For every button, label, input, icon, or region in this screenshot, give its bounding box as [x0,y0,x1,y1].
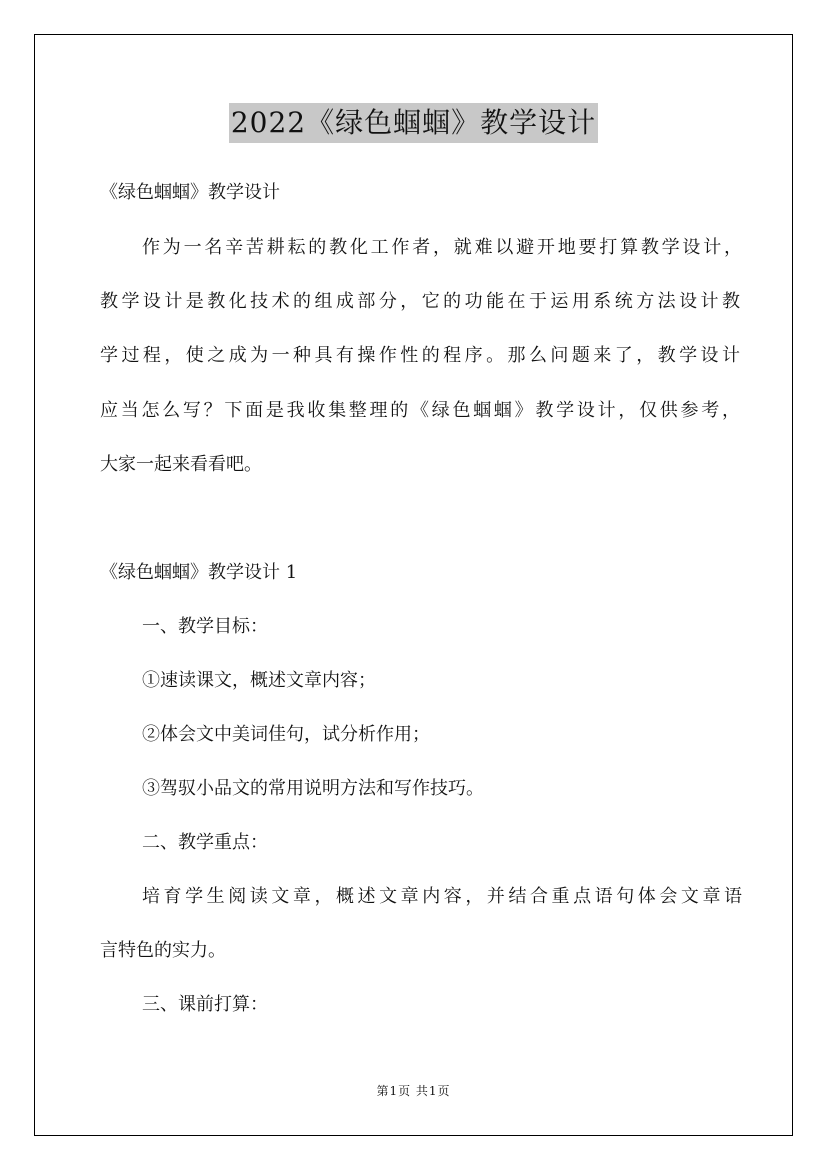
intro-line-1: 作为一名辛苦耕耘的教化工作者，就难以避开地要打算教学设计， [142,237,742,258]
objectives-heading: 一、教学目标： [142,616,268,637]
focus-heading: 二、教学重点： [142,832,268,853]
document-title: 2022《绿色蝈蝈》教学设计 [0,102,827,143]
page-number-footer: 第1页 共1页 [376,1084,451,1098]
focus-line-2: 言特色的实力。 [100,940,226,961]
intro-line-2: 教学设计是教化技术的组成部分，它的功能在于运用系统方法设计教 [100,291,740,312]
subtitle: 《绿色蝈蝈》教学设计 [100,182,280,203]
intro-line-4: 应当怎么写？下面是我收集整理的《绿色蝈蝈》教学设计，仅供参考， [100,400,740,421]
intro-line-5: 大家一起来看看吧。 [100,454,262,475]
intro-line-3: 学过程，使之成为一种具有操作性的程序。那么问题来了，教学设计 [100,345,740,366]
prep-heading: 三、课前打算： [142,994,268,1015]
section1-heading: 《绿色蝈蝈》教学设计 1 [100,562,298,583]
objective-item-1: ①速读课文，概述文章内容； [142,670,376,691]
objective-item-3: ③驾驭小品文的常用说明方法和写作技巧。 [142,778,484,799]
objective-item-2: ②体会文中美词佳句，试分析作用； [142,724,430,745]
focus-line-1: 培育学生阅读文章，概述文章内容，并结合重点语句体会文章语 [142,886,742,907]
